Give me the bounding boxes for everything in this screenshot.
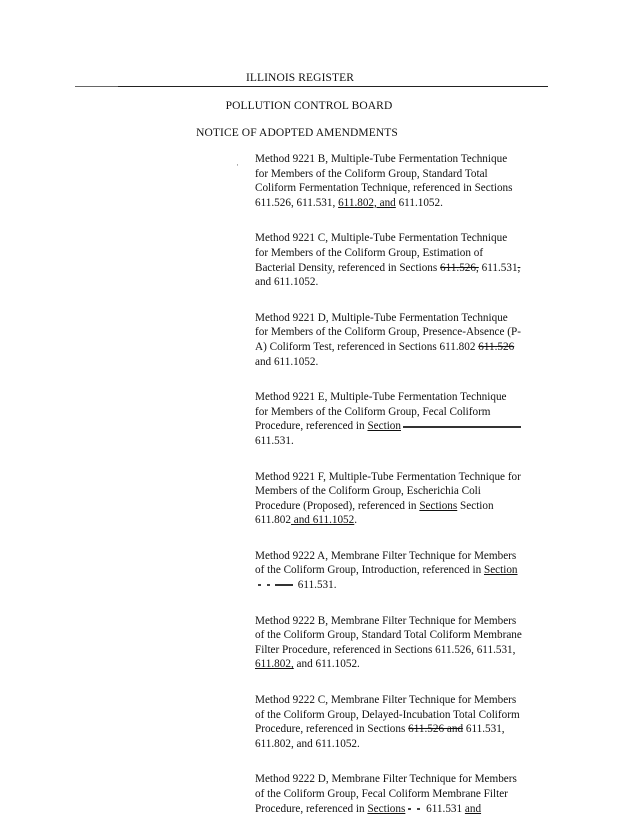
redaction-mark — [403, 426, 521, 428]
redaction-dot — [258, 584, 261, 586]
header-rule — [118, 86, 548, 87]
entry-line: 611.531. — [255, 578, 555, 593]
inserted-text: 611.802, — [255, 658, 294, 671]
entry-line: of the Coliform Group, Fecal Coliform Membrane Filter — [255, 788, 508, 800]
entry-line: 611.802, and 611.1052. — [255, 658, 360, 671]
method-entry — [255, 231, 555, 289]
entry-line: Method 9221 F, Multiple-Tube Fermentation Technique for — [255, 470, 521, 483]
entry-line: Procedure (Proposed), referenced in Sections Section — [255, 499, 494, 512]
deleted-text: 611.526 and — [408, 723, 464, 736]
redaction-dot — [417, 808, 420, 810]
entry-line: Members of the Coliform Group, Escherichia Coli — [255, 485, 481, 498]
entry-line: for Members of the Coliform Group, Presence-Absence (P- — [255, 326, 521, 339]
entry-line: Filter Procedure, referenced in Sections 611.526, 611.531, — [255, 643, 516, 656]
redaction-dot — [267, 584, 270, 586]
entry-line: Procedure, referenced in Sections 611.531 and — [255, 802, 482, 815]
method-entry — [255, 549, 555, 593]
entry-line: for Members of the Coliform Group, Estimation of — [255, 246, 484, 259]
entry-line: 611.531. — [255, 434, 294, 447]
entry-line: and 611.1052. — [255, 355, 319, 368]
entry-line: 611.802, and 611.1052. — [255, 737, 360, 750]
method-entry — [255, 152, 555, 210]
entry-line: Method 9222 C, Membrane Filter Technique for Members — [255, 694, 517, 707]
header-rule-left — [75, 86, 118, 87]
method-entry — [255, 693, 555, 751]
entry-line: 611.802 and 611.1052. — [255, 514, 358, 527]
method-entry — [255, 614, 555, 672]
deleted-text: , — [517, 261, 521, 274]
entry-line: Coliform Fermentation Technique, referenced in Sections — [255, 182, 513, 195]
entry-line: Method 9221 E, Multiple-Tube Fermentation Technique — [255, 391, 507, 404]
entry-line: Method 9221 B, Multiple-Tube Fermentation Technique — [255, 153, 508, 165]
method-entry — [255, 772, 555, 816]
entry-line: Method 9221 C, Multiple-Tube Fermentation Technique — [255, 232, 508, 245]
entry-line: 611.526, 611.531, 611.802, and 611.1052. — [255, 196, 443, 209]
entry-line: Method 9222 B, Membrane Filter Technique for Members — [255, 614, 517, 627]
entry-line: Method 9222 A, Membrane Filter Technique for Members — [255, 549, 517, 562]
bullet-mark: · — [236, 160, 239, 170]
entry-line: Method 9221 D, Multiple-Tube Fermentation Technique — [255, 311, 508, 324]
entry-line: of the Coliform Group, Delayed-Incubation Total Coliform — [255, 708, 520, 721]
method-entry — [255, 470, 555, 528]
redaction-mark — [275, 584, 293, 586]
entry-line: Procedure, referenced in Section — [255, 419, 555, 434]
inserted-text: Sections — [419, 499, 458, 512]
deleted-text: 611.526, — [440, 261, 479, 274]
board-title: POLLUTION CONTROL BOARD — [225, 100, 393, 112]
method-entry — [255, 390, 555, 448]
entry-line: of the Coliform Group, Standard Total Coliform Membrane — [255, 629, 522, 642]
inserted-text: Section — [483, 564, 518, 577]
inserted-text: and 611.1052 — [290, 514, 355, 527]
method-list — [255, 152, 555, 837]
entry-line: Method 9222 D, Membrane Filter Technique for Members — [255, 773, 517, 786]
inserted-text: 611.802, and — [338, 196, 396, 209]
inserted-text: and — [464, 802, 482, 815]
inserted-text: Sections — [367, 802, 406, 815]
entry-line: and 611.1052. — [255, 276, 319, 289]
entry-line: A) Coliform Test, referenced in Sections 611.802 611.526 — [255, 340, 515, 353]
entry-line: Bacterial Density, referenced in Sections 611.526, 611.531, — [255, 261, 521, 274]
redaction-dot — [408, 808, 411, 810]
notice-title: NOTICE OF ADOPTED AMENDMENTS — [196, 127, 398, 139]
method-entry — [255, 311, 555, 369]
entry-line: of the Coliform Group, Introduction, referenced in Section — [255, 564, 518, 577]
entry-line: for Members of the Coliform Group, Standard Total — [255, 167, 488, 180]
entry-line: for Members of the Coliform Group, Fecal Coliform — [255, 405, 491, 418]
deleted-text: 611.526 — [478, 340, 515, 353]
entry-line: Procedure, referenced in Sections 611.526 and 611.531, — [255, 723, 505, 736]
register-title: ILLINOIS REGISTER — [245, 72, 355, 84]
inserted-text: Section — [367, 420, 401, 433]
